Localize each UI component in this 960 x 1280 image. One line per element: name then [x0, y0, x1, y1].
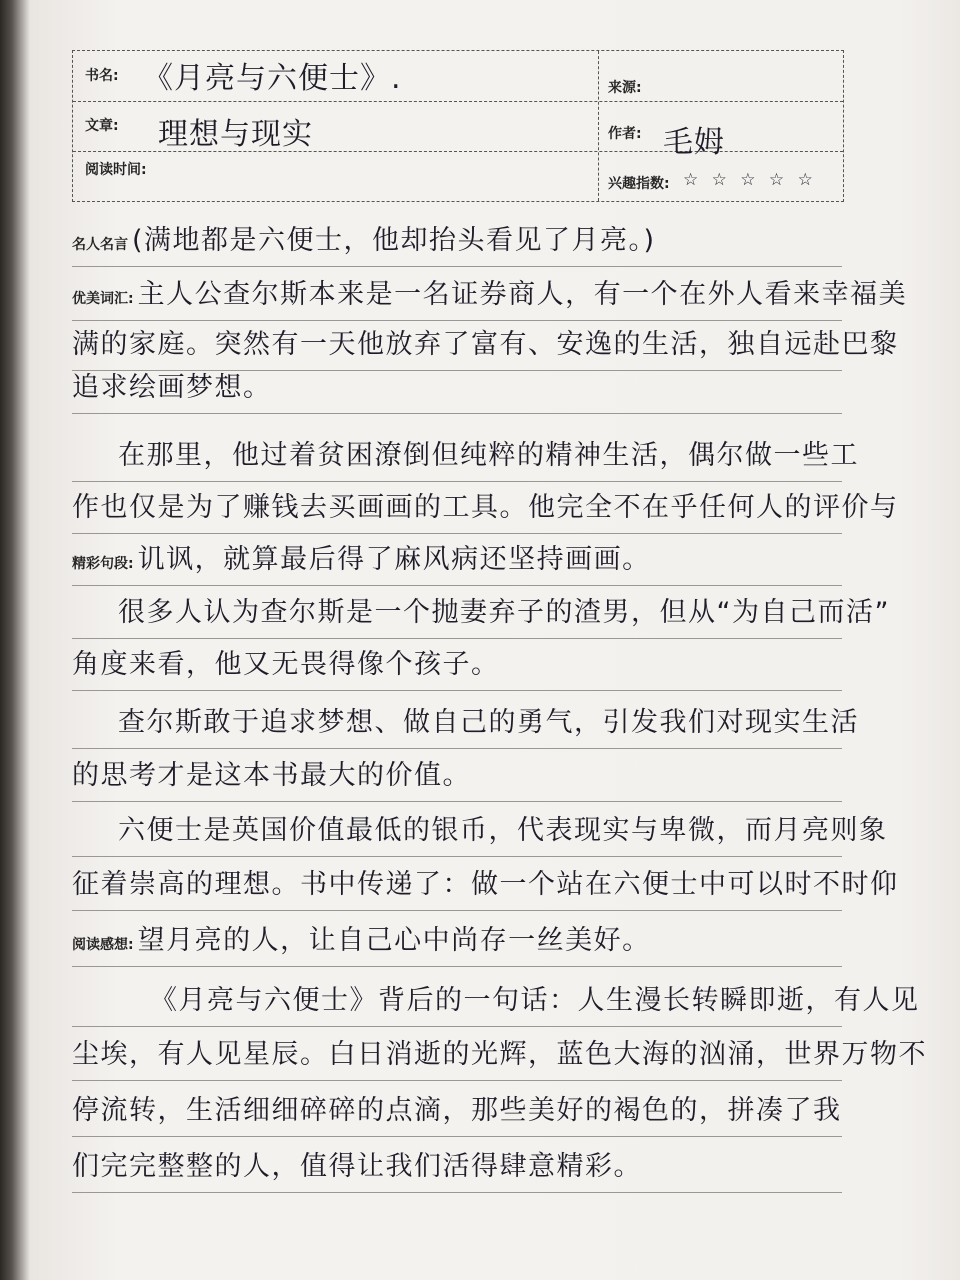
note-line [72, 485, 899, 524]
note-text: 望月亮的人，让自己心中尚存一丝美好。 [137, 925, 651, 956]
ruled-line [72, 910, 842, 911]
note-text: 很多人认为查尔斯是一个抛妻弃子的渣男，但从“为自己而活” [118, 597, 890, 628]
book-name-label: 书名: [85, 68, 119, 84]
note-text: 作也仅是为了赚钱去买画画的工具。他完全不在乎任何人的评价与 [72, 492, 899, 523]
note-line [72, 272, 907, 311]
article-value: 理想与现实 [158, 117, 313, 152]
note-text: (满地都是六便士，他却抬头看见了月亮。) [132, 225, 656, 256]
note-text: 角度来看，他又无畏得像个孩子。 [72, 649, 500, 680]
note-text: 停流转，生活细细碎碎的点滴，那些美好的褐色的，拼凑了我 [72, 1095, 842, 1126]
ruled-line [72, 801, 842, 802]
note-line [72, 918, 651, 957]
section-label: 优美词汇: [72, 291, 134, 307]
note-text: 讥讽，就算最后得了麻风病还坚持画画。 [137, 544, 651, 575]
ruled-line [72, 1026, 842, 1027]
source-label: 来源: [608, 80, 642, 96]
note-line [72, 537, 651, 576]
note-text: 《月亮与六便士》背后的一句话：人生漫长转瞬即逝，有人见 [150, 985, 920, 1016]
note-text: 的思考才是这本书最大的价值。 [72, 760, 471, 791]
author-label: 作者: [608, 126, 642, 142]
note-text: 在那里，他过着贫困潦倒但纯粹的精神生活，偶尔做一些工 [118, 440, 859, 471]
note-line [72, 365, 272, 404]
note-line [72, 1032, 927, 1071]
note-line [72, 642, 500, 681]
author-value: 毛姆 [663, 125, 725, 160]
section-label: 精彩句段: [72, 556, 134, 572]
note-text: 追求绘画梦想。 [72, 372, 272, 403]
ruled-line [72, 320, 842, 321]
ruled-line [72, 1080, 842, 1081]
section-label: 名人名言 [72, 237, 128, 253]
note-line [72, 322, 899, 361]
ruled-line [72, 856, 842, 857]
ruled-line [72, 413, 842, 414]
note-line [72, 978, 920, 1017]
article-label: 文章: [85, 118, 119, 134]
section-label: 阅读感想: [72, 937, 134, 953]
ruled-line [72, 481, 842, 482]
ruled-line [72, 1136, 842, 1137]
ruled-line [72, 533, 842, 534]
note-text: 们完完整整的人，值得让我们活得肆意精彩。 [72, 1151, 642, 1182]
note-text: 六便士是英国价值最低的银币，代表现实与卑微，而月亮则象 [118, 815, 888, 846]
reading-time-label: 阅读时间: [85, 162, 147, 178]
note-text: 尘埃，有人见星辰。白日消逝的光辉，蓝色大海的汹涌，世界万物不 [72, 1039, 927, 1070]
note-line [72, 218, 656, 257]
note-line [72, 433, 859, 472]
ruled-line [72, 690, 842, 691]
ruled-line [72, 966, 842, 967]
book-info-table [72, 50, 844, 202]
ruled-line [72, 748, 842, 749]
note-text: 满的家庭。突然有一天他放弃了富有、安逸的生活，独自远赴巴黎 [72, 329, 899, 360]
note-line [72, 700, 859, 739]
ruled-line [72, 1192, 842, 1193]
book-name-value: 《月亮与六便士》. [143, 61, 402, 96]
table-column-divider [598, 51, 599, 201]
note-line [72, 862, 899, 901]
note-line [72, 1088, 842, 1127]
note-line [72, 808, 888, 847]
ruled-line [72, 266, 842, 267]
note-text: 查尔斯敢于追求梦想、做自己的勇气，引发我们对现实生活 [118, 707, 859, 738]
note-line [72, 1144, 642, 1183]
ruled-line [72, 585, 842, 586]
note-text: 征着崇高的理想。书中传递了：做一个站在六便士中可以时不时仰 [72, 869, 899, 900]
interest-label: 兴趣指数: [608, 176, 670, 192]
interest-stars: ☆ ☆ ☆ ☆ ☆ [683, 170, 817, 190]
note-text: 主人公查尔斯本来是一名证券商人，有一个在外人看来幸福美 [137, 279, 908, 310]
note-line [72, 590, 890, 629]
note-line [72, 753, 471, 792]
ruled-line [72, 638, 842, 639]
